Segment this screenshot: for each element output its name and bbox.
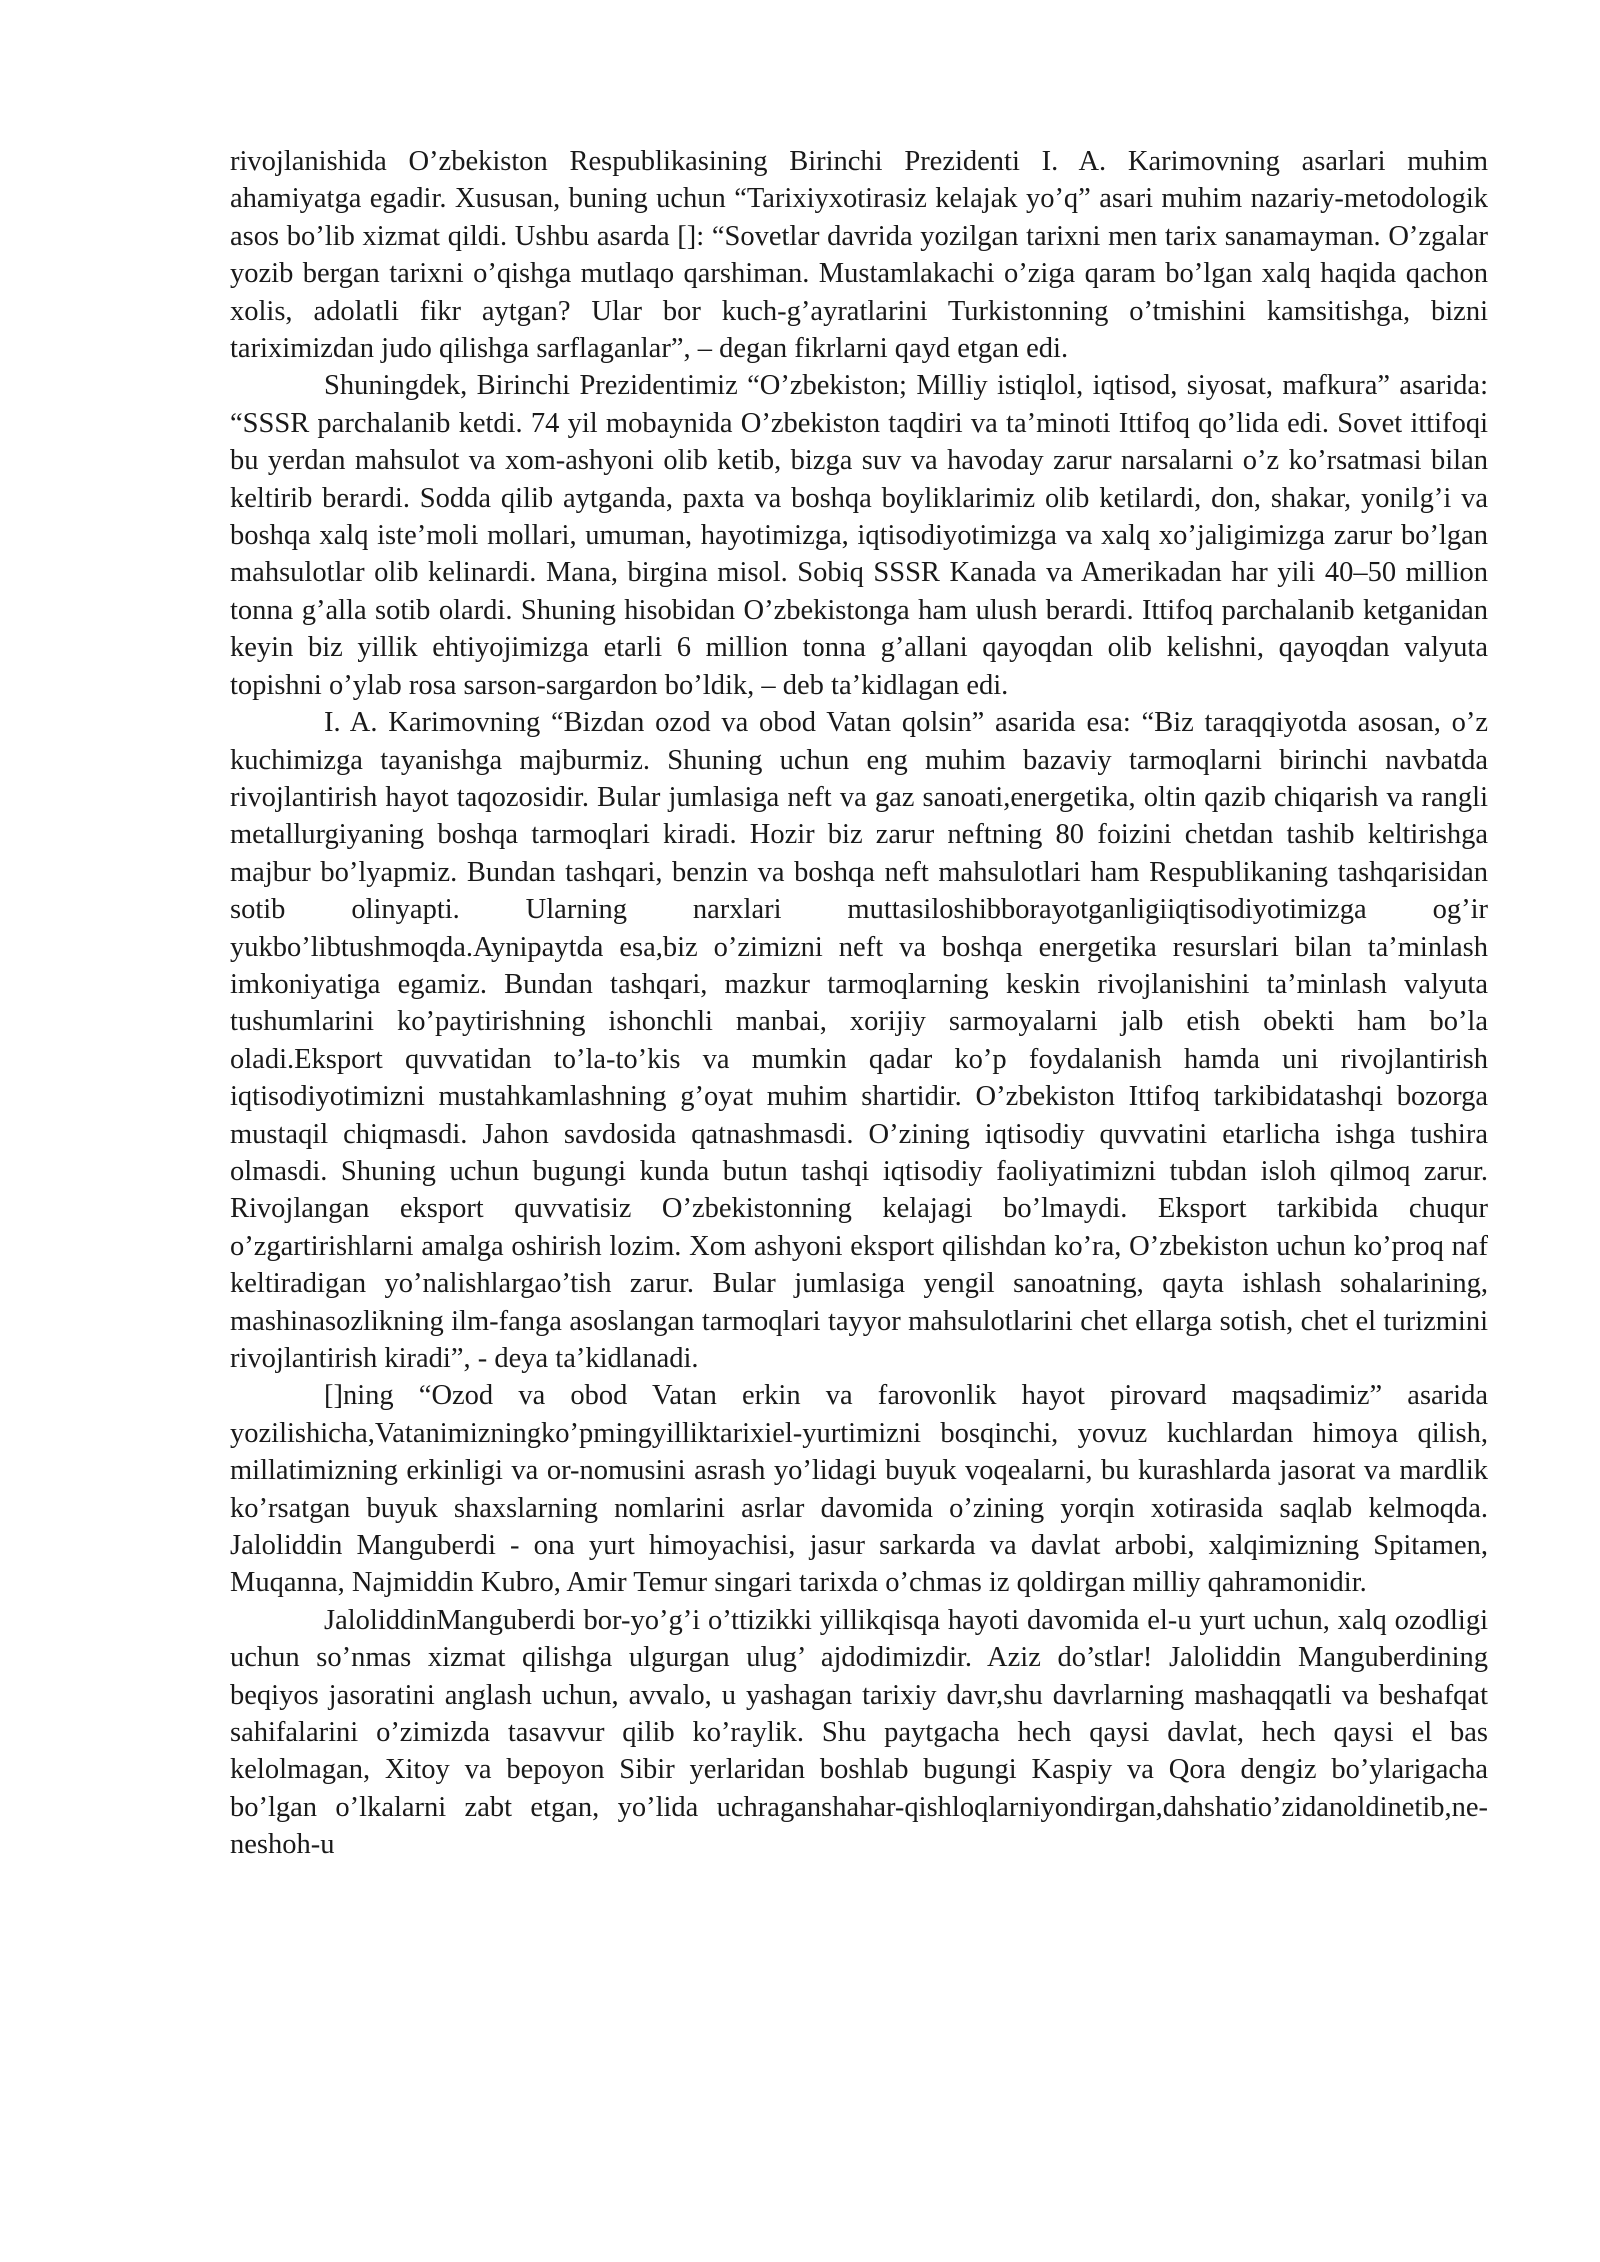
paragraph-jaloliddin-manguberdi: JaloliddinManguberdi bor-yo’g’i o’ttizikki yillikqisqa hayoti davomida el-u yurt uchun, xalq ozodligi uchun so’nmas xizmat qilishga ulgurgan ulug’ ajdodimizdir. Aziz do’stlar! Jaloliddin Manguberdining beqiyos jasoratini anglash uchun, avvalo, u yashagan tarixiy davr,shu davrlarning mashaqqatli va beshafqat sahifalarini o’zimizda tasavvur qilib ko’raylik. Shu paytgacha hech qaysi davlat, hech qaysi el bas kelolmagan, Xitoy va bepoyon Sibir yerlaridan boshlab bugungi Kaspiy va Qora dengiz bo’ylarigacha bo’lgan o’lkalarni zabt etgan, yo’lida uchraganshahar-qishloqlarniyondirgan,dahshatio’zidanoldinetib,ne-neshoh-u	[230, 1604, 1488, 1861]
paragraph-national-heroes: []ning “Ozod va obod Vatan erkin va farovonlik hayot pirovard maqsadimiz” asarida yozilishicha,Vatanimizningko’pmingyilliktarixiel-yurtimizni bosqinchi, yovuz kuchlardan himoya qilish, millatimizning erkinligi va or-nomusini asrash yo’lidagi buyuk voqealarni, bu kurashlarda jasorat va mardlik ko’rsatgan buyuk shaxslarning nomlarini asrlar davomida o’zining yorqin xotirasida saqlab kelmoqda. Jaloliddin Manguberdi - ona yurt himoyachisi, jasur sarkarda va davlat arbobi, xalqimizning Spitamen, Muqanna, Najmiddin Kubro, Amir Temur singari tarixda o’chmas iz qoldirgan milliy qahramonidir.	[230, 1380, 1488, 1599]
paragraph-ussr-collapse-quote: Shuningdek, Birinchi Prezidentimiz “O’zbekiston; Milliy istiqlol, iqtisod, siyosat, mafkura” asarida: “SSSR parchalanib ketdi. 74 yil mobaynida O’zbekiston taqdiri va ta’minoti Ittifoq qo’lida edi. Sovet ittifoqi bu yerdan mahsulot va xom-ashyoni olib ketib, bizga suv va havoday zarur narsalarni o’z ko’rsatmasi bilan keltirib berardi. Sodda qilib aytganda, paxta va boshqa boyliklarimiz olib ketilardi, don, shakar, yonilg’i va boshqa xalq iste’moli mollari, umuman, hayotimizga, iqtisodiyotimizga va xalq xo’jaligimizga zarur bo’lgan mahsulotlar olib kelinardi. Mana, birgina misol. Sobiq SSSR Kanada va Amerikadan har yili 40–50 million tonna g’alla sotib olardi. Shuning hisobidan O’zbekistonga ham ulush berardi. Ittifoq parchalanib ketganidan keyin biz yillik ehtiyojimizga etarli 6 million tonna g’allani qayoqdan olib kelishni, qayoqdan valyuta topishni o’ylab rosa sarson-sargardon bo’ldik, – deb ta’kidlagan edi.	[230, 370, 1488, 701]
paragraph-karimov-works-intro: rivojlanishida O’zbekiston Respublikasining Birinchi Prezidenti I. A. Karimovning asarlari muhim ahamiyatga egadir. Xususan, buning uchun “Tarixiyxotirasiz kelajak yo’q” asari muhim nazariy-metodologik asos bo’lib xizmat qildi. Ushbu asarda []: “Sovetlar davrida yozilgan tarixni men tarix sanamayman. O’zgalar yozib bergan tarixni o’qishga mutlaqo qarshiman. Mustamlakachi o’ziga qaram bo’lgan xalq haqida qachon xolis, adolatli fikr aytgan? Ular bor kuch-g’ayratlarini Turkistonning o’tmishini kamsitishga, bizni tariximizdan judo qilishga sarflaganlar”, – degan fikrlarni qayd etgan edi.	[230, 146, 1488, 365]
document-page	[230, 143, 1488, 1864]
paragraph-free-homeland-quote: I. A. Karimovning “Bizdan ozod va obod Vatan qolsin” asarida esa: “Biz taraqqiyotda asosan, o’z kuchimizga tayanishga majburmiz. Shuning uchun eng muhim bazaviy tarmoqlarni birinchi navbatda rivojlantirish hayot taqozosidir. Bular jumlasiga neft va gaz sanoati,energetika, oltin qazib chiqarish va rangli metallurgiyaning boshqa tarmoqlari kiradi. Hozir biz zarur neftning 80 foizini chetdan tashib keltirishga majbur bo’lyapmiz. Bundan tashqari, benzin va boshqa neft mahsulotlari ham Respublikaning tashqarisidan sotib olinyapti. Ularning narxlari muttasiloshibborayotganligiiqtisodiyotimizga og’ir yukbo’libtushmoqda.Aynipaytda esa,biz o’zimizni neft va boshqa energetika resurslari bilan ta’minlash imkoniyatiga egamiz. Bundan tashqari, mazkur tarmoqlarning keskin rivojlanishini ta’minlash valyuta tushumlarini ko’paytirishning ishonchli manbai, xorijiy sarmoyalarni jalb etish obekti ham bo’la oladi.Eksport quvvatidan to’la-to’kis va mumkin qadar ko’p foydalanish hamda uni rivojlantirish iqtisodiyotimizni mustahkamlashning g’oyat muhim shartidir. O’zbekiston Ittifoq tarkibidatashqi bozorga mustaqil chiqmasdi. Jahon savdosida qatnashmasdi. O’zining iqtisodiy quvvatini etarlicha ishga tushira olmasdi. Shuning uchun bugungi kunda butun tashqi iqtisodiy faoliyatimizni tubdan isloh qilmoq zarur. Rivojlangan eksport quvvatisiz O’zbekistonning kelajagi bo’lmaydi. Eksport tarkibida chuqur o’zgartirishlarni amalga oshirish lozim. Xom ashyoni eksport qilishdan ko’ra, O’zbekiston uchun ko’proq naf keltiradigan yo’nalishlargao’tish zarur. Bular jumlasiga yengil sanoatning, qayta ishlash sohalarining, mashinasozlikning ilm-fanga asoslangan tarmoqlari tayyor mahsulotlarini chet ellarga sotish, chet el turizmini rivojlantirish kiradi”, - deya ta’kidlanadi.	[230, 707, 1488, 1374]
